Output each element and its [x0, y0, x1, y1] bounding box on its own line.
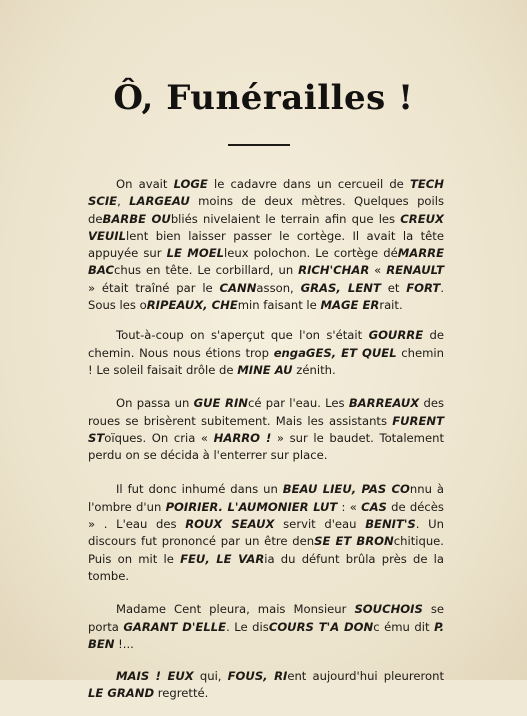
emphasized-pun: POIRIER. L'AUMONIER LUT	[165, 499, 338, 514]
emphasized-pun: RICH'CHAR	[298, 263, 370, 278]
emphasized-pun: BARBE OU	[102, 211, 171, 226]
emphasized-pun: CAS	[361, 499, 387, 514]
paragraph	[88, 668, 444, 703]
document-body	[88, 176, 444, 716]
emphasized-pun: LOGE	[173, 177, 208, 191]
text-run: leux polochon. Le cortège dé	[224, 246, 398, 261]
text-run: «	[369, 263, 387, 278]
paragraph	[88, 601, 444, 653]
emphasized-pun: GRAS, LENT	[300, 280, 381, 295]
emphasized-pun: GARANT D'ELLE	[123, 619, 227, 634]
text-run: chus en tête. Le corbillard, un	[113, 263, 299, 278]
text-run: . Le dis	[226, 619, 269, 634]
emphasized-pun: RIPEAUX, CHE	[146, 298, 238, 313]
text-run: servit d'eau	[274, 517, 366, 532]
emphasized-pun: BEAU LIEU, PAS CO	[282, 482, 410, 497]
emphasized-pun: GOURRE	[368, 328, 424, 343]
text-run: asson,	[256, 280, 301, 295]
text-run: de décès » . L'eau des	[88, 499, 444, 532]
emphasized-pun: MARRE BAC	[88, 246, 444, 278]
emphasized-pun: FURENT ST	[88, 413, 444, 445]
emphasized-pun: engaGES, ET QUEL	[273, 345, 397, 360]
emphasized-pun: TECH SCIE	[88, 177, 444, 209]
emphasized-pun: CANN	[219, 280, 257, 295]
emphasized-pun: GUE RIN	[193, 396, 248, 411]
text-run: lent bien laisser passer le cortège. Il avait la tête appuyée sur	[88, 228, 444, 261]
text-run: ent aujourd'hui pleureront	[287, 669, 444, 684]
text-run: des roues se brisèrent subitement. Mais les assistants	[88, 396, 445, 428]
paragraph	[88, 481, 444, 585]
text-run: bliés nivelaient le terrain afin que les	[170, 211, 401, 226]
text-run: : «	[337, 499, 362, 514]
text-run: . Sous les o	[88, 280, 444, 313]
emphasized-pun: BARREAUX	[348, 396, 420, 411]
emphasized-pun: FOUS, RI	[227, 669, 288, 684]
text-run: zénith.	[292, 362, 336, 377]
text-run: oïques. On cria «	[104, 430, 214, 445]
text-run: moins de deux mètres. Quelques poils de	[88, 194, 444, 226]
emphasized-pun: FORT	[406, 280, 441, 295]
text-run: chitique. Puis on mit le	[88, 534, 444, 566]
text-run: rait.	[379, 298, 403, 313]
text-run: c ému dit	[373, 619, 435, 634]
text-run: » sur le baudet. Totalement perdu on se décida à l'enterrer sur place.	[88, 430, 445, 463]
text-run: ia du défunt brûla près de la tombe.	[88, 551, 444, 583]
title-underline-rule	[228, 144, 290, 146]
emphasized-pun: HARRO !	[213, 430, 272, 445]
text-run: On passa un	[116, 396, 194, 411]
text-run: min faisant le	[237, 298, 321, 313]
emphasized-pun: CREUX VEUIL	[88, 211, 444, 243]
emphasized-pun: FEU, LE VAR	[180, 551, 265, 566]
text-run: ,	[117, 194, 130, 209]
paragraph	[88, 176, 444, 314]
text-run: regretté.	[154, 686, 209, 701]
emphasized-pun: LE MOEL	[166, 246, 224, 261]
text-run: qui,	[193, 669, 228, 684]
emphasized-pun: BENIT'S	[365, 517, 416, 532]
emphasized-pun: P. BEN	[88, 619, 444, 651]
text-run: Il fut donc inhumé dans un	[116, 482, 283, 497]
emphasized-pun: MAGE ER	[320, 298, 380, 313]
text-run: de chemin. Nous nous étions trop	[88, 328, 444, 360]
emphasized-pun: MAIS ! EUX	[116, 669, 194, 684]
paragraph	[88, 327, 444, 379]
emphasized-pun: COURS T'A DON	[268, 619, 374, 634]
text-run: On avait	[116, 177, 174, 191]
text-run: !...	[114, 636, 134, 651]
text-run: . Un discours fut prononcé par un être den	[88, 517, 444, 549]
emphasized-pun: SE ET BRON	[314, 534, 394, 549]
text-run: cé par l'eau. Les	[247, 396, 349, 411]
text-run: chemin ! Le soleil faisait drôle de	[88, 345, 444, 377]
emphasized-pun: RENAULT	[386, 263, 444, 278]
emphasized-pun: LE GRAND	[88, 686, 155, 701]
emphasized-pun: MINE AU	[237, 362, 293, 377]
text-run: se porta	[88, 602, 445, 634]
text-run: » était traîné par le	[88, 280, 220, 295]
paragraph	[88, 395, 444, 464]
text-run: Tout-à-coup on s'aperçut que l'on s'était	[116, 328, 369, 343]
emphasized-pun: ROUX SEAUX	[185, 517, 275, 532]
emphasized-pun: SOUCHOIS	[354, 602, 423, 617]
emphasized-pun: LARGEAU	[129, 194, 190, 209]
text-run: Madame Cent pleura, mais Monsieur	[116, 602, 355, 617]
text-run: nnu à l'ombre d'un	[88, 482, 444, 514]
text-run: et	[380, 280, 407, 295]
document-title: Ô, Funérailles !	[113, 78, 414, 118]
text-run: le cadavre dans un cercueil de	[207, 177, 410, 191]
